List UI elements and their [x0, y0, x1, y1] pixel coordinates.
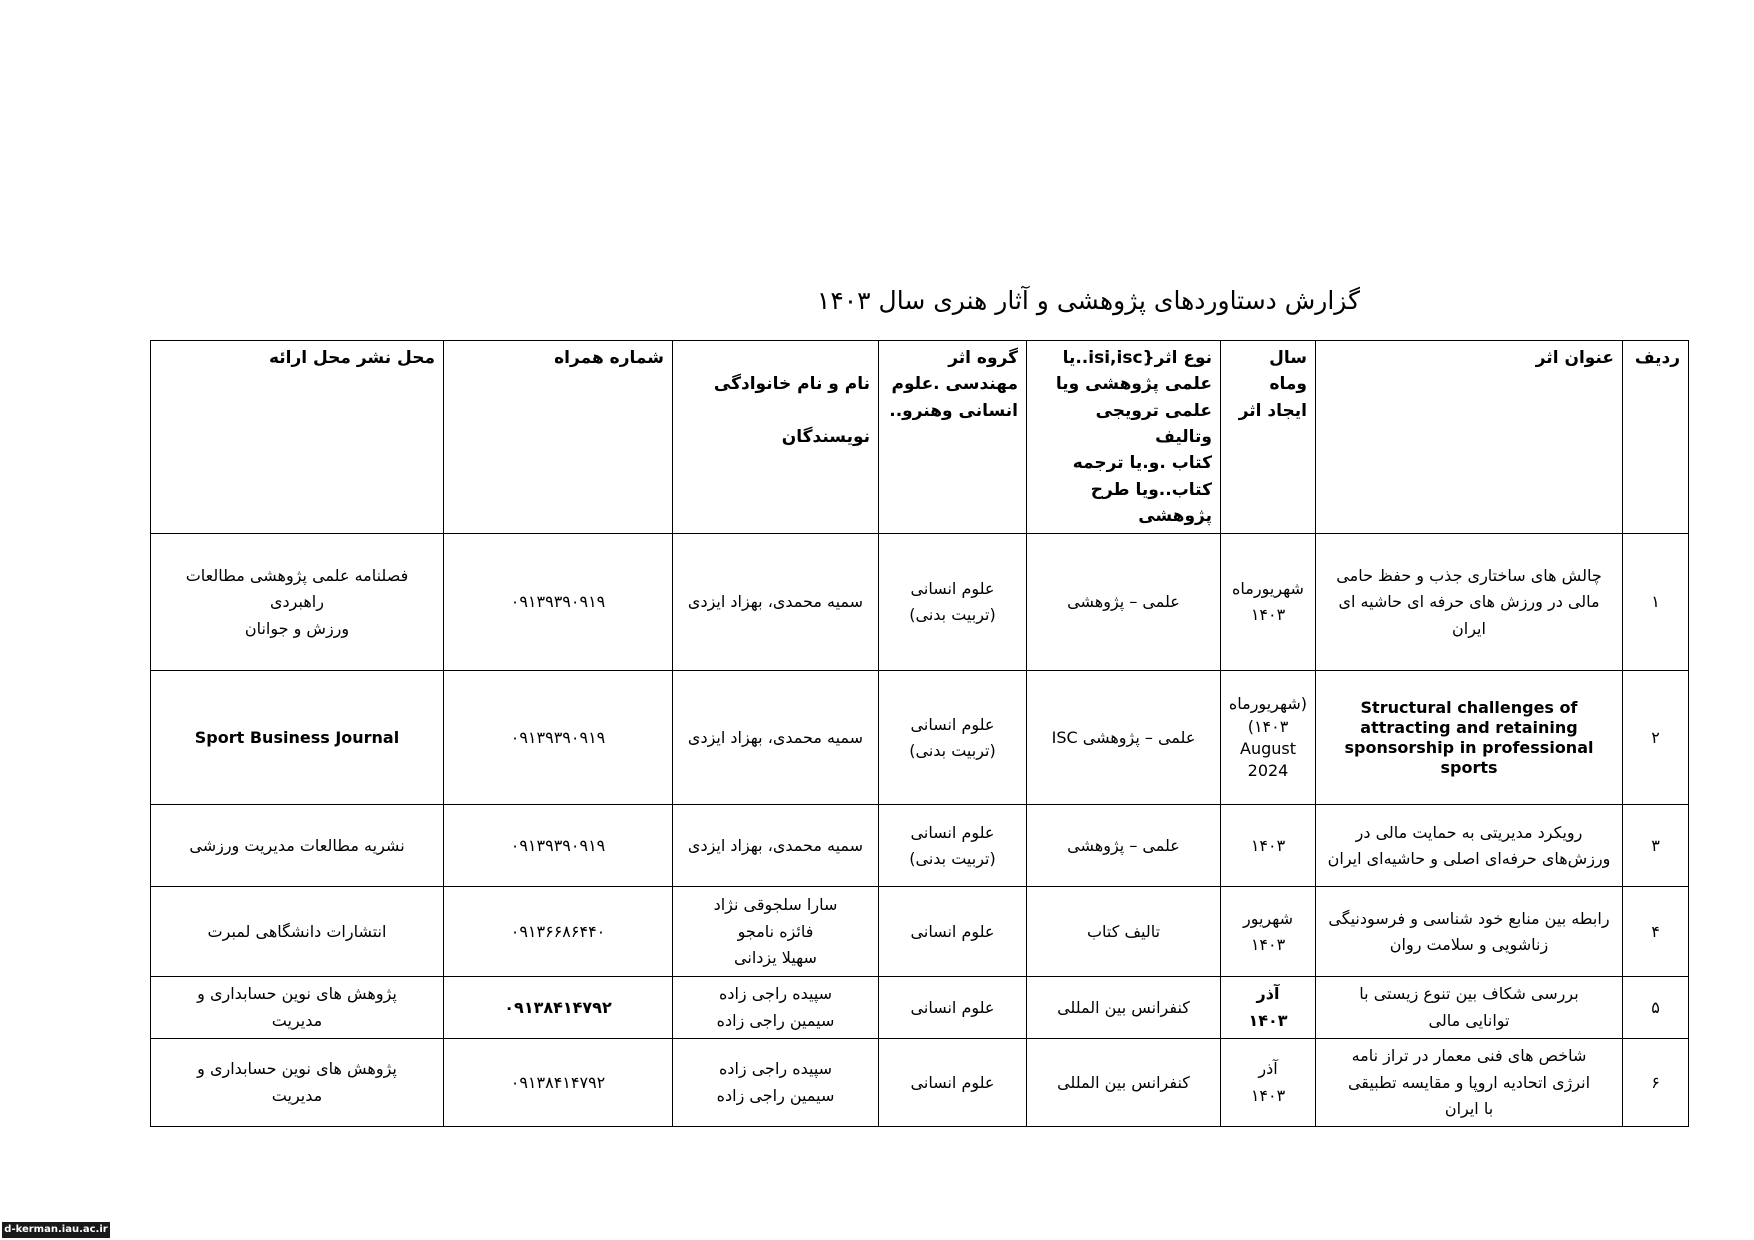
cell-type: تالیف کتاب [1027, 887, 1221, 977]
cell-year: (شهریورماه ۱۴۰۳) August 2024 [1221, 671, 1316, 805]
cell-authors: سپیده راجی زاده سیمین راجی زاده [673, 977, 879, 1039]
cell-work-title: شاخص های فنی معمار در تراز نامه انرژی اتحادیه اروپا و مقایسه تطبیقی با ایران [1316, 1039, 1623, 1127]
cell-group: علوم انسانی (تربیت بدنی) [879, 534, 1027, 671]
cell-year: آذر ۱۴۰۳ [1221, 977, 1316, 1039]
cell-authors: سارا سلجوقی نژاد فائزه نامجو سهیلا یزدانی [673, 887, 879, 977]
cell-year: ۱۴۰۳ [1221, 805, 1316, 887]
cell-group: علوم انسانی [879, 977, 1027, 1039]
cell-phone: ۰۹۱۳۹۳۹۰۹۱۹ [444, 671, 673, 805]
cell-type: علمی – پژوهشی [1027, 534, 1221, 671]
cell-type: کنفرانس بین المللی [1027, 977, 1221, 1039]
cell-idx: ۴ [1623, 887, 1689, 977]
cell-work-title: رویکرد مدیریتی به حمایت مالی در ورزش‌های حرفه‌ای اصلی و حاشیه‌ای ایران [1316, 805, 1623, 887]
cell-publisher: فصلنامه علمی پژوهشی مطالعات راهبردی ورزش و جوانان [151, 534, 444, 671]
header-group: گروه اثر مهندسی .علوم انسانی وهنرو.. [879, 341, 1027, 534]
page-title: گزارش دستاوردهای پژوهشی و آثار هنری سال ۱۴۰۳ [816, 286, 1360, 315]
cell-publisher: انتشارات دانشگاهی لمبرت [151, 887, 444, 977]
cell-year: شهریورماه ۱۴۰۳ [1221, 534, 1316, 671]
table-row [151, 1039, 1689, 1127]
cell-type: کنفرانس بین المللی [1027, 1039, 1221, 1127]
table-row [151, 671, 1689, 805]
cell-authors: سمیه محمدی، بهزاد ایزدی [673, 534, 879, 671]
table-row [151, 805, 1689, 887]
cell-work-title: چالش های ساختاری جذب و حفظ حامی مالی در ورزش های حرفه ای حاشیه ای ایران [1316, 534, 1623, 671]
cell-publisher: Sport Business Journal [151, 671, 444, 805]
cell-year: شهریور ۱۴۰۳ [1221, 887, 1316, 977]
cell-idx: ۲ [1623, 671, 1689, 805]
cell-publisher: پژوهش های نوین حسابداری و مدیریت [151, 1039, 444, 1127]
header-work-title: عنوان اثر [1316, 341, 1623, 534]
cell-work-title: بررسی شکاف بین تنوع زیستی با توانایی مالی [1316, 977, 1623, 1039]
cell-group: علوم انسانی (تربیت بدنی) [879, 671, 1027, 805]
table-row [151, 534, 1689, 671]
cell-phone: ۰۹۱۳۸۴۱۴۷۹۲ [444, 1039, 673, 1127]
cell-type: علمی – پژوهشی [1027, 805, 1221, 887]
cell-phone: ۰۹۱۳۶۶۸۶۴۴۰ [444, 887, 673, 977]
table-row [151, 977, 1689, 1039]
cell-work-title: رابطه بین منابع خود شناسی و فرسودنیگی زناشویی و سلامت روان [1316, 887, 1623, 977]
header-authors: نام و نام خانوادگی نویسندگان [673, 341, 879, 534]
table-row [151, 887, 1689, 977]
cell-idx: ۱ [1623, 534, 1689, 671]
cell-authors: سمیه محمدی، بهزاد ایزدی [673, 671, 879, 805]
header-idx: ردیف [1623, 341, 1689, 534]
cell-phone: ۰۹۱۳۹۳۹۰۹۱۹ [444, 534, 673, 671]
header-publisher: محل نشر محل ارائه [151, 341, 444, 534]
header-phone: شماره همراه [444, 341, 673, 534]
cell-publisher: پژوهش های نوین حسابداری و مدیریت [151, 977, 444, 1039]
cell-group: علوم انسانی (تربیت بدنی) [879, 805, 1027, 887]
site-watermark-badge: d-kerman.iau.ac.ir [2, 1222, 110, 1238]
cell-idx: ۶ [1623, 1039, 1689, 1127]
header-type: نوع اثر{isi,isc..یا علمی پژوهشی ویا علمی ترویجی وتالیف کتاب .و.یا ترجمه کتاب..ویا طرح پژوهشی [1027, 341, 1221, 534]
cell-authors: سمیه محمدی، بهزاد ایزدی [673, 805, 879, 887]
cell-idx: ۵ [1623, 977, 1689, 1039]
cell-phone: ۰۹۱۳۹۳۹۰۹۱۹ [444, 805, 673, 887]
cell-idx: ۳ [1623, 805, 1689, 887]
cell-phone: ۰۹۱۳۸۴۱۴۷۹۲ [444, 977, 673, 1039]
cell-group: علوم انسانی [879, 1039, 1027, 1127]
header-year: سال وماه ایجاد اثر [1221, 341, 1316, 534]
cell-group: علوم انسانی [879, 887, 1027, 977]
cell-year: آذر ۱۴۰۳ [1221, 1039, 1316, 1127]
cell-publisher: نشریه مطالعات مدیریت ورزشی [151, 805, 444, 887]
cell-authors: سپیده راجی زاده سیمین راجی زاده [673, 1039, 879, 1127]
table-header-row [151, 341, 1689, 534]
achievements-table [150, 340, 1689, 1127]
cell-work-title: Structural challenges of attracting and retaining sponsorship in professional sports [1316, 671, 1623, 805]
cell-type: علمی – پژوهشی ISC [1027, 671, 1221, 805]
